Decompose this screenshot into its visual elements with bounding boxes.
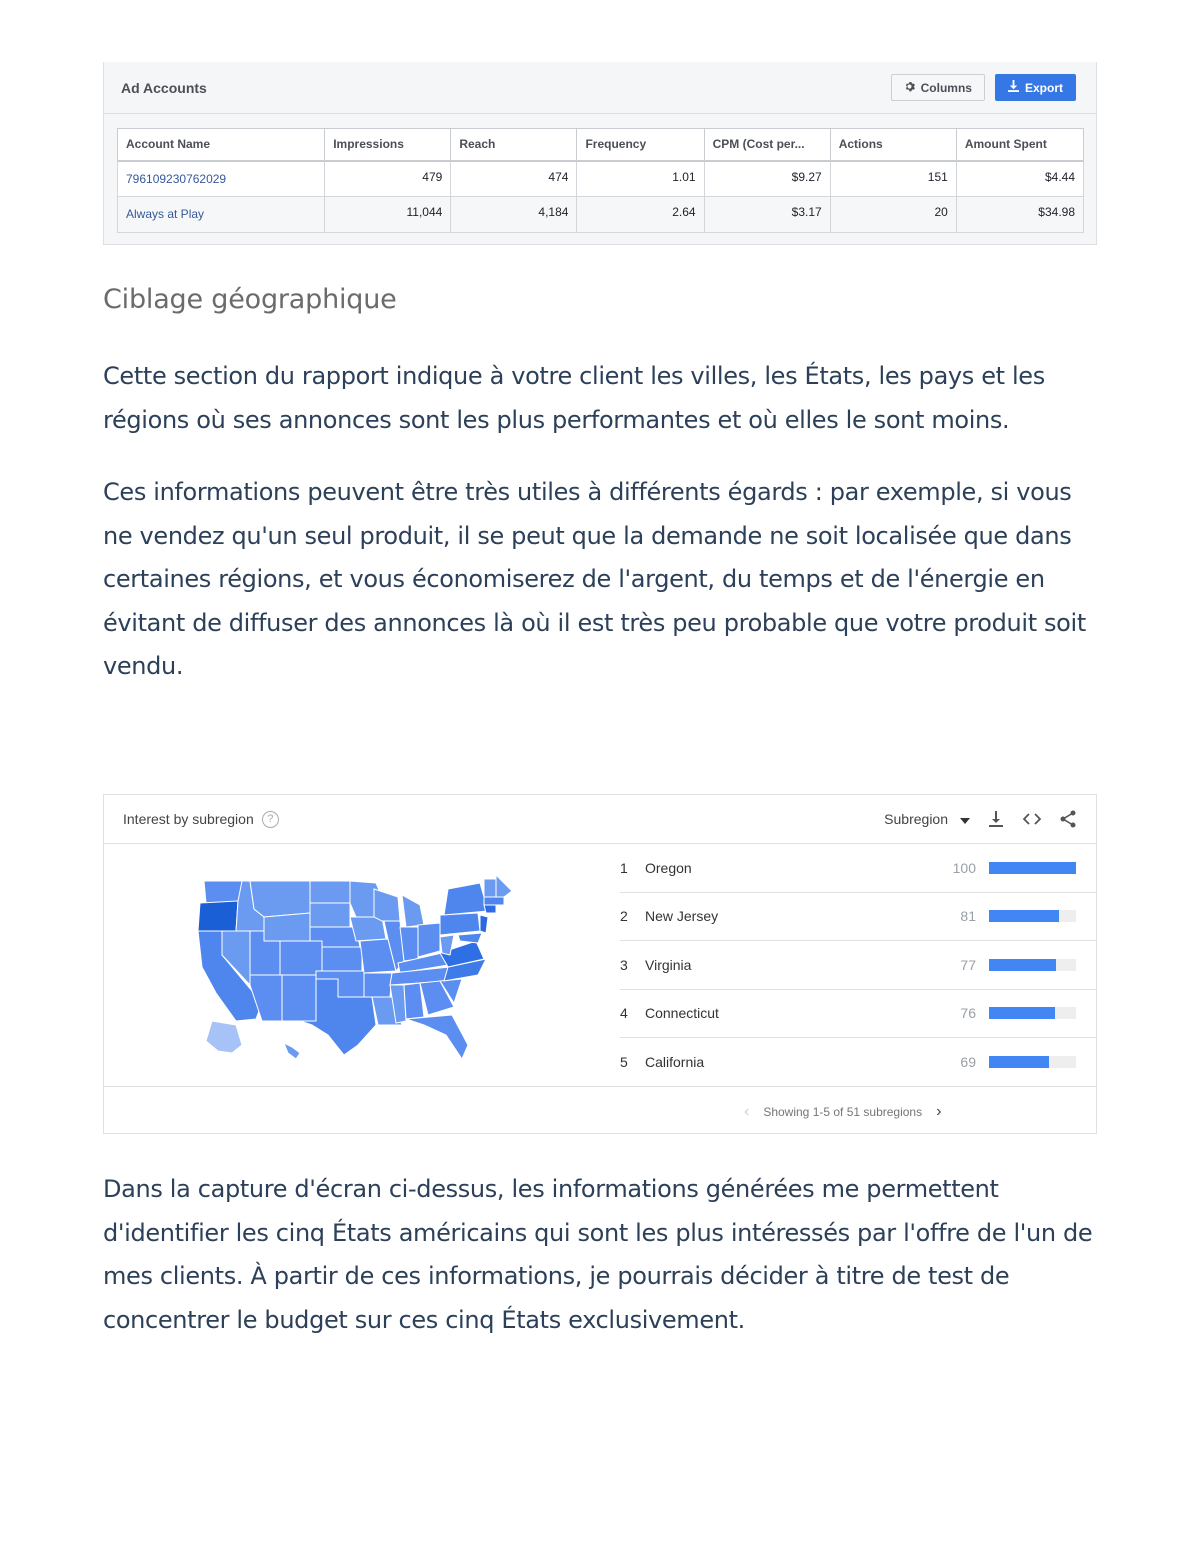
map-state-pennsylvania — [440, 913, 480, 935]
column-header[interactable]: Account Name — [118, 129, 325, 161]
column-header[interactable]: Amount Spent — [956, 129, 1083, 161]
interest-score: 77 — [960, 956, 976, 973]
map-state-new-jersey — [480, 915, 488, 933]
map-state-hawaii — [284, 1043, 300, 1059]
map-state-kansas — [322, 947, 362, 971]
table-cell: $34.98 — [956, 197, 1083, 233]
interest-bar — [989, 959, 1056, 971]
map-state-ohio — [418, 923, 440, 957]
table-cell: 479 — [325, 161, 451, 197]
interest-bar-track — [989, 910, 1076, 922]
table-cell: 2.64 — [577, 197, 704, 233]
subregion-dropdown-value: Subregion — [884, 811, 948, 827]
embed-code-icon[interactable] — [1022, 809, 1042, 829]
table-cell: 11,044 — [325, 197, 451, 233]
widget-footer — [104, 1086, 1096, 1134]
interest-bar — [989, 1056, 1049, 1068]
interest-bar-track — [989, 959, 1076, 971]
list-item[interactable] — [620, 941, 1097, 990]
section-heading: Ciblage géographique — [103, 284, 397, 315]
interest-bar — [989, 862, 1076, 874]
gear-icon — [904, 81, 915, 95]
table-row — [118, 161, 1084, 197]
interest-bar-track — [989, 862, 1076, 874]
map-state-north-dakota — [310, 881, 350, 903]
ad-accounts-table-wrap — [104, 114, 1096, 233]
us-map[interactable] — [192, 875, 512, 1065]
map-state-wisconsin — [374, 889, 400, 921]
columns-button-label: Columns — [920, 80, 972, 95]
region-name: Oregon — [645, 859, 692, 876]
paragraph-conclusion: Dans la capture d'écran ci-dessus, les informations générées me permettent d'identifier les cinq États américains qui sont les plus intéressés par l'offre de l'un de mes clients. À partir de ces informations, je pourrais décider à titre de test de concentrer le budget sur ces cinq États exclusivement. — [103, 1175, 1093, 1334]
rank-number: 2 — [620, 908, 628, 925]
account-name-link[interactable]: 796109230762029 — [118, 161, 325, 197]
region-name: New Jersey — [645, 908, 719, 925]
map-state-alaska — [206, 1021, 242, 1053]
map-state-washington — [204, 881, 242, 903]
column-header[interactable]: CPM (Cost per... — [704, 129, 830, 161]
caret-down-icon — [960, 811, 970, 827]
table-row — [118, 197, 1084, 233]
table-cell: 4,184 — [451, 197, 577, 233]
export-button-label: Export — [1024, 80, 1063, 95]
list-item[interactable] — [620, 990, 1097, 1039]
map-state-oregon — [198, 901, 238, 931]
map-state-new-mexico — [282, 975, 316, 1021]
region-name: Connecticut — [645, 1005, 719, 1022]
columns-button[interactable] — [891, 74, 985, 101]
interest-bar — [989, 1007, 1055, 1019]
map-state-south-dakota — [310, 903, 350, 927]
map-state-maryland — [458, 933, 482, 943]
map-state-colorado — [280, 941, 322, 975]
subregion-dropdown[interactable] — [884, 811, 970, 827]
widget-title-group — [123, 811, 279, 828]
interest-bar-track — [989, 1007, 1076, 1019]
table-cell: 20 — [830, 197, 956, 233]
chevron-left-icon[interactable]: ‹ — [744, 1103, 750, 1120]
region-name: California — [645, 1054, 705, 1071]
interest-score: 69 — [960, 1054, 976, 1071]
pagination-text: Showing 1-5 of 51 subregions — [763, 1105, 923, 1119]
widget-tools — [884, 809, 1078, 829]
ad-accounts-title: Ad Accounts — [121, 79, 207, 96]
help-circle-icon[interactable]: ? — [262, 811, 279, 828]
map-state-connecticut — [484, 905, 496, 913]
pagination — [744, 1103, 941, 1121]
chevron-right-icon[interactable]: › — [936, 1103, 942, 1120]
map-state-maine — [496, 875, 512, 897]
account-name-link[interactable]: Always at Play — [118, 197, 325, 233]
region-name: Virginia — [645, 956, 692, 973]
table-cell: 474 — [451, 161, 577, 197]
paragraph-intro: Cette section du rapport indique à votre client les villes, les États, les pays et les régions où ses annonces sont les plus performantes et où elles le sont moins. — [103, 362, 1045, 434]
widget-title: Interest by subregion — [123, 811, 254, 827]
list-item[interactable] — [620, 893, 1097, 942]
list-item[interactable] — [620, 844, 1097, 893]
column-header[interactable]: Impressions — [325, 129, 451, 161]
map-state-montana — [250, 881, 310, 917]
column-header[interactable]: Actions — [830, 129, 956, 161]
ad-accounts-panel — [103, 62, 1097, 245]
download-icon[interactable] — [986, 809, 1006, 829]
interest-score: 76 — [960, 1005, 976, 1022]
interest-bar — [989, 910, 1059, 922]
rank-number: 1 — [620, 859, 628, 876]
rank-number: 4 — [620, 1005, 628, 1022]
table-cell: 1.01 — [577, 161, 704, 197]
map-state-florida — [406, 1015, 468, 1059]
map-state-arkansas — [364, 973, 392, 997]
interest-score: 81 — [960, 908, 976, 925]
column-header[interactable]: Frequency — [577, 129, 704, 161]
ad-accounts-actions — [891, 74, 1076, 101]
map-state-vermont-nh — [484, 879, 496, 897]
list-item[interactable] — [620, 1038, 1097, 1087]
map-state-michigan — [402, 895, 424, 927]
column-header[interactable]: Reach — [451, 129, 577, 161]
table-header-row — [118, 129, 1084, 161]
download-icon — [1008, 80, 1019, 95]
interest-by-subregion-widget — [103, 794, 1097, 1134]
interest-bar-track — [989, 1056, 1076, 1068]
table-cell: $4.44 — [956, 161, 1083, 197]
table-cell: $9.27 — [704, 161, 830, 197]
rank-number: 3 — [620, 956, 628, 973]
map-state-wyoming — [264, 913, 310, 941]
table-cell: 151 — [830, 161, 956, 197]
table-cell: $3.17 — [704, 197, 830, 233]
interest-score: 100 — [952, 859, 976, 876]
share-icon[interactable] — [1058, 809, 1078, 829]
map-state-massachusetts — [484, 897, 504, 905]
subregion-ranking-list — [620, 844, 1097, 1087]
rank-number: 5 — [620, 1054, 628, 1071]
widget-header — [104, 795, 1096, 844]
paragraph-benefits: Ces informations peuvent être très utiles à différents égards : par exemple, si vous ne vendez qu'un seul produit, il se peut que la demande ne soit localisée que dans certaines régions, et vous économiserez de l'argent, du temps et de l'énergie en évitant de diffuser des annonces là où il est très peu probable que votre produit soit vendu. — [103, 478, 1086, 680]
ad-accounts-header — [104, 62, 1096, 114]
map-state-new-york — [444, 883, 488, 915]
export-button[interactable] — [995, 74, 1076, 101]
ad-accounts-table — [117, 128, 1084, 233]
